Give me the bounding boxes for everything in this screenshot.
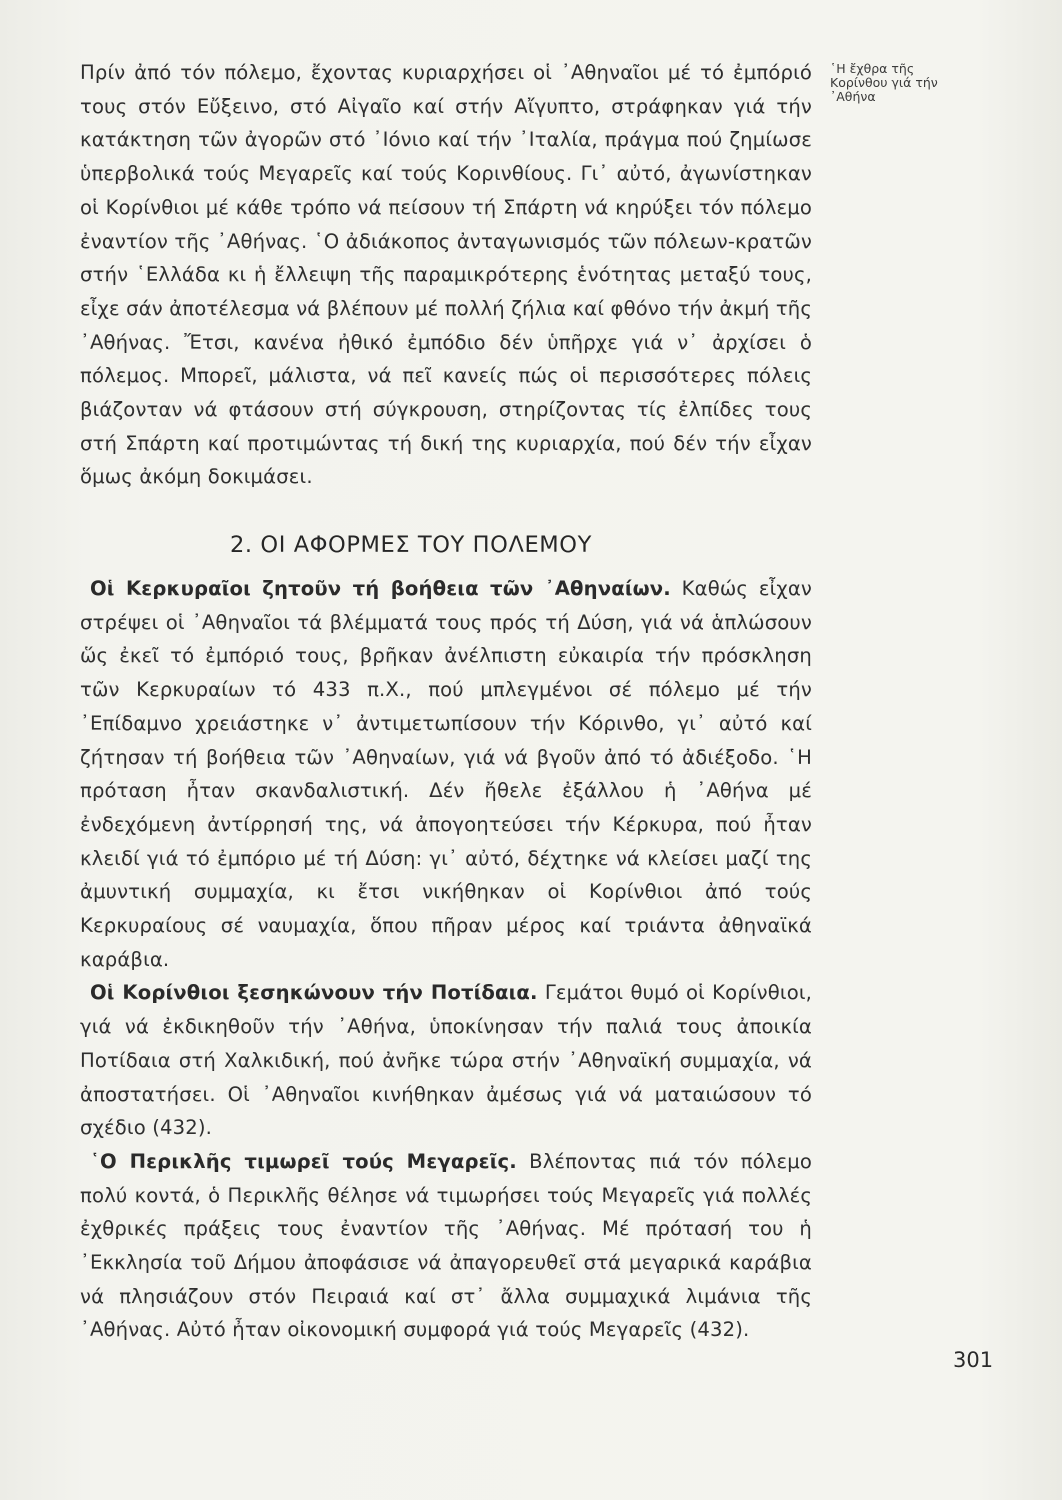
paragraph-potidaia — [80, 976, 812, 1145]
section-body — [80, 572, 812, 1347]
paragraph-text: Βλέποντας πιά τόν πόλεμο πολύ κοντά, ὁ Περικλῆς θέλησε νά τιμωρήσει τούς Μεγαρεῖς γιά πολλές ἐχθρικές πράξεις τους ἐναντίον τῆς ᾿Αθήνας. Μέ πρότασή του ἡ ᾿Εκκλησία τοῦ Δήμου ἀποφάσισε νά ἀπαγορευθεῖ στά μεγαρικά καράβια νά πλησιάζουν στόν Πειραιά καί στ᾿ ἄλλα συμμαχικά λιμάνια τῆς ᾿Αθήνας. Αὐτό ἦταν οἰκονομική συμφορά γιά τούς Μεγαρεῖς (432). — [80, 1149, 812, 1342]
paragraph-megara — [80, 1145, 812, 1347]
subheading-megara: ῾Ο Περικλῆς τιμωρεῖ τούς Μεγαρεῖς. — [90, 1149, 517, 1173]
margin-note — [830, 62, 970, 104]
paragraph-text: Καθώς εἶχαν στρέψει οἱ ᾿Αθηναῖοι τά βλέμματά τους πρός τή Δύση, γιά νά ἁπλώσουν ὥς ἐκεῖ τό ἐμπόριό τους, βρῆκαν ἀνέλπιστη εὐκαιρία τήν πρόσκληση τῶν Κερκυραίων τό 433 π.Χ., πού μπλεγμένοι σέ πόλεμο μέ τήν ᾿Επίδαμνο χρειάστηκε ν᾿ ἀντιμετωπίσουν τήν Κόρινθο, γι᾿ αὐτό καί ζήτησαν τή βοήθεια τῶν ᾿Αθηναίων, γιά νά βγοῦν ἀπό τό ἀδιέξοδο. ῾Η πρόταση ἦταν σκανδαλιστική. Δέν ἤθελε ἐξάλλου ἡ ᾿Αθήνα μέ ἐνδεχόμενη ἀντίρρησή της, νά ἀπογοητεύσει τήν Κέρκυρα, πού ἦταν κλειδί γιά τό ἐμπόριο μέ τή Δύση: γι᾿ αὐτό, δέχτηκε νά κλείσει μαζί της ἀμυντική συμμαχία, κι ἔτσι νικήθηκαν οἱ Κορίνθιοι ἀπό τούς Κερκυραίους σέ ναυμαχία, ὅπου πῆραν μέρος καί τριάντα ἀθηναϊκά καράβια. — [80, 577, 812, 971]
paragraph-text: Γεμάτοι θυμό οἱ Κορίνθιοι, γιά νά ἐκδικηθοῦν τήν ᾿Αθήνα, ὑποκίνησαν τήν παλιά τους ἀποικία Ποτίδαια στή Χαλκιδική, πού ἀνῆκε τώρα στήν ᾿Αθηναϊκή συμμαχία, νά ἀποστατήσει. Οἱ ᾿Αθηναῖοι κινήθηκαν ἀμέσως γιά νά ματαιώσουν τό σχέδιο (432). — [80, 981, 812, 1140]
paragraph-kerkyra — [80, 572, 812, 976]
intro-block — [80, 56, 812, 494]
subheading-kerkyra: Οἱ Κερκυραῖοι ζητοῦν τή βοήθεια τῶν ᾿Αθηναίων. — [90, 577, 671, 600]
margin-note-line: ᾿Αθήνα — [830, 89, 876, 104]
section-heading: 2. ΟΙ ΑΦΟΡΜΕΣ ΤΟΥ ΠΟΛΕΜΟΥ — [230, 532, 592, 558]
page-number: 301 — [953, 1348, 994, 1372]
margin-note-line: Κορίνθου γιά τήν — [830, 75, 938, 90]
intro-paragraph: Πρίν ἀπό τόν πόλεμο, ἔχοντας κυριαρχήσει οἱ ᾿Αθηναῖοι μέ τό ἐμπόριό τους στόν Εὔξεινο, στό Αἰγαῖο καί στήν Αἴγυπτο, στράφηκαν γιά τήν κατάκτηση τῶν ἀγορῶν στό ᾿Ιόνιο καί τήν ᾿Ιταλία, πράγμα πού ζημίωσε ὑπερβολικά τούς Μεγαρεῖς καί τούς Κορινθίους. Γι᾿ αὐτό, ἀγωνίστηκαν οἱ Κορίνθιοι μέ κάθε τρόπο νά πείσουν τή Σπάρτη νά κηρύξει τόν πόλεμο ἐναντίον τῆς ᾿Αθήνας. ῾Ο ἀδιάκοπος ἀνταγωνισμός τῶν πόλεων-κρατῶν στήν ῾Ελλάδα κι ἡ ἔλλειψη τῆς παραμικρότερης ἑνότητας μεταξύ τους, εἶχε σάν ἀποτέλεσμα νά βλέπουν μέ πολλή ζήλια καί φθόνο τήν ἀκμή τῆς ᾿Αθήνας. Ἔτσι, κανένα ἠθικό ἐμπόδιο δέν ὑπῆρχε γιά ν᾿ ἀρχίσει ὁ πόλεμος. Μπορεῖ, μάλιστα, νά πεῖ κανείς πώς οἱ περισσότερες πόλεις βιάζονταν νά φτάσουν στή σύγκρουση, στηρίζοντας τίς ἐλπίδες τους στή Σπάρτη καί προτιμώντας τή δική της κυριαρχία, πού δέν τήν εἶχαν ὅμως ἀκόμη δοκιμάσει. — [80, 61, 812, 489]
margin-note-line: ῾Η ἔχθρα τῆς — [830, 61, 915, 76]
subheading-potidaia: Οἱ Κορίνθιοι ξεσηκώνουν τήν Ποτίδαια. — [90, 981, 538, 1005]
